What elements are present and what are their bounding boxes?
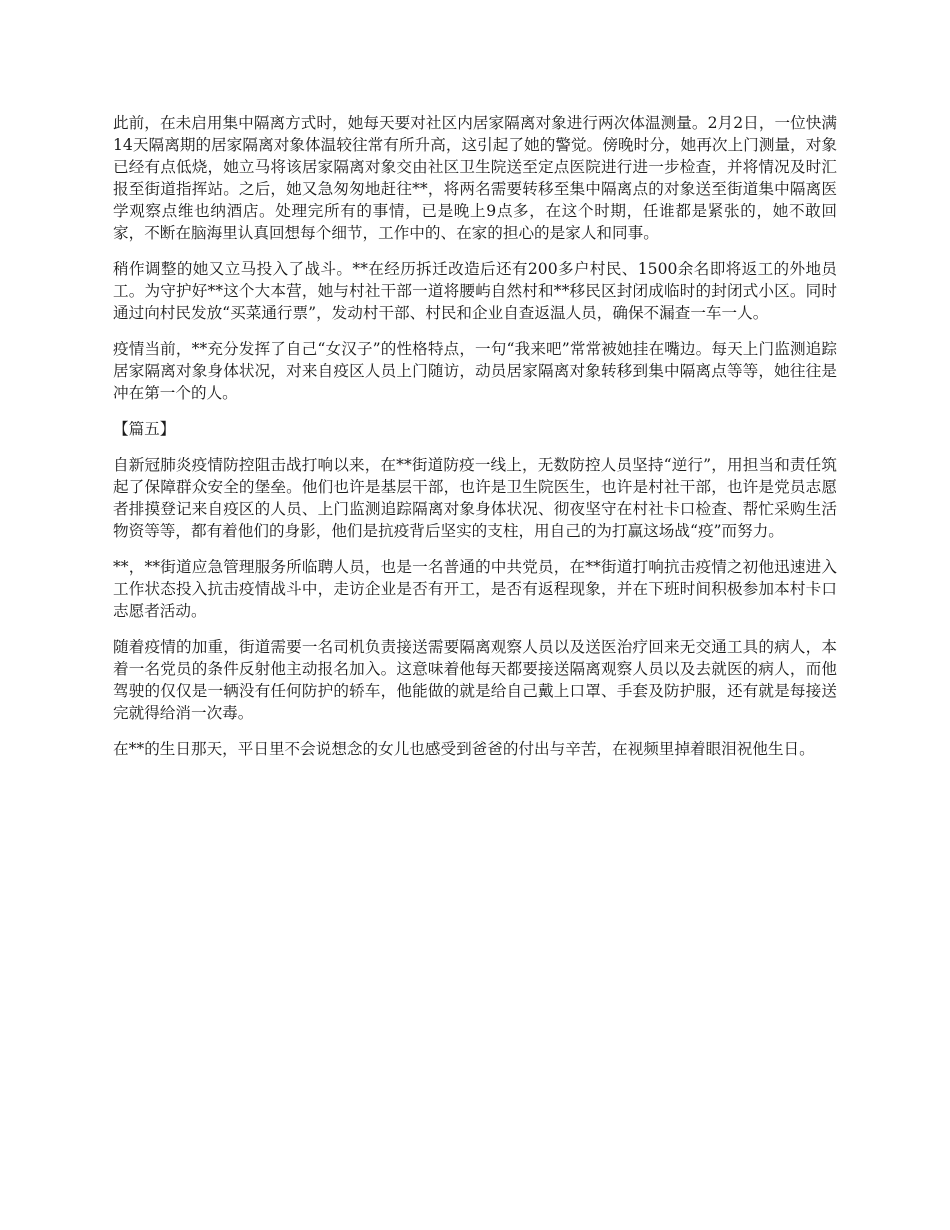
paragraph-6: 随着疫情的加重，街道需要一名司机负责接送需要隔离观察人员以及送医治疗回来无交通工具的病人，本着一名党员的条件反射他主动报名加入。这意味着他每天都要接送隔离观察人员以及去就医的病人，而他驾驶的仅仅是一辆没有任何防护的轿车，他能做的就是给自己戴上口罩、手套及防护服，还有就是每接送完就得给消一次毒。 — [113, 638, 837, 722]
paragraph-3: 疫情当前，**充分发挥了自己“女汉子”的性格特点，一句“我来吧”常常被她挂在嘴边。每天上门监测追踪居家隔离对象身体状况，对来自疫区人员上门随访，动员居家隔离对象转移到集中隔离点等等，她往往是冲在第一个的人。 — [113, 340, 837, 402]
paragraph-4: 自新冠肺炎疫情防控阻击战打响以来，在**街道防疫一线上，无数防控人员坚持“逆行”，用担当和责任筑起了保障群众安全的堡垒。他们也许是基层干部，也许是卫生院医生，也许是村社干部，也许是党员志愿者排摸登记来自疫区的人员、上门监测追踪隔离对象身体状况、彻夜坚守在村社卡口检查、帮忙采购生活物资等等，都有着他们的身影，他们是抗疫背后坚实的支柱，用自己的为打赢这场战“疫”而努力。 — [113, 456, 837, 540]
document-body — [113, 112, 837, 774]
section-heading: 【篇五】 — [113, 420, 176, 438]
paragraph-5: **，**街道应急管理服务所临聘人员，也是一名普通的中共党员，在**街道打响抗击疫情之初他迅速进入工作状态投入抗击疫情战斗中，走访企业是否有开工，是否有返程现象，并在下班时间积极参加本村卡口志愿者活动。 — [113, 558, 837, 620]
paragraph-7: 在**的生日那天，平日里不会说想念的女儿也感受到爸爸的付出与辛苦，在视频里掉着眼泪祝他生日。 — [113, 740, 815, 758]
paragraph-2: 稍作调整的她又立马投入了战斗。**在经历拆迁改造后还有200多户村民、1500余名即将返工的外地员工。为守护好**这个大本营，她与村社干部一道将腰屿自然村和**移民区封闭成临时的封闭式小区。同时通过向村民发放“买菜通行票”，发动村干部、村民和企业自查返温人员，确保不漏查一车一人。 — [113, 260, 837, 322]
paragraph-1: 此前，在未启用集中隔离方式时，她每天要对社区内居家隔离对象进行两次体温测量。2月2日，一位快满14天隔离期的居家隔离对象体温较往常有所升高，这引起了她的警觉。傍晚时分，她再次上门测量，对象已经有点低烧，她立马将该居家隔离对象交由社区卫生院送至定点医院进行进一步检查，并将情况及时汇报至街道指挥站。之后，她又急匆匆地赶往**，将两名需要转移至集中隔离点的对象送至街道集中隔离医学观察点维也纳酒店。处理完所有的事情，已是晚上9点多，在这个时期，任谁都是紧张的，她不敢回家，不断在脑海里认真回想每个细节，工作中的、在家的担心的是家人和同事。 — [113, 114, 837, 242]
